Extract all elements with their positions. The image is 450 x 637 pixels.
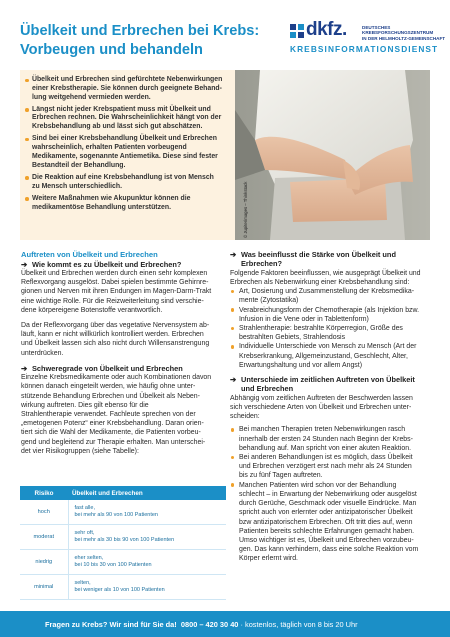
list-item-text [239, 287, 435, 305]
bullet-dot-icon [231, 290, 234, 293]
text-line: medikamentöse Behandlung unterstützen. [32, 203, 171, 211]
text-line: durch Gerüche, Geschmack oder visuelle Eindrücke. Man [239, 500, 417, 508]
list-item-text [239, 425, 435, 453]
title-line-2: Vorbeugen und behandeln [20, 42, 203, 58]
dkfz-logo[interactable] [288, 19, 446, 58]
frequency-cell [68, 550, 226, 575]
list-item [32, 106, 227, 132]
text-line: Krebserkrankung, Allgemeinzustand, Geschlecht, Alter, [239, 352, 408, 360]
logo-sub-line: IN DER HELMHOLTZ-GEMEINSCHAFT [362, 35, 446, 41]
list-item-text [239, 342, 435, 370]
krebsinformationsdienst-label: KREBSINFORMATIONSDIENST [290, 44, 439, 54]
text-line: wahrscheinlich, erhalten Patienten vorbeugend [32, 144, 187, 152]
text-line: Manchen Patienten wird schon vor der Behandlung [239, 481, 397, 489]
text-line: Bei anderen Behandlungen ist es möglich, dass Übelkeit [239, 454, 413, 462]
bullet-dot-icon [231, 483, 234, 486]
text-line: Erwartungshaltung und vor allem Angst) [239, 361, 363, 369]
list-item [239, 287, 435, 305]
bullet-dot-icon [231, 456, 234, 459]
text-line: „emetogenen Potenz“ einer Krebsbehandlung. Daran orien- [21, 420, 204, 428]
risk-level-cell: hoch [20, 500, 68, 525]
list-item-text [32, 135, 227, 170]
text-line: können danach eingeteilt werden, wie häufig ohne unter- [21, 383, 196, 391]
cell-line: eher selten, [74, 555, 104, 561]
logo-sub-line: KREBSFORSCHUNGSZENTRUM [362, 30, 434, 36]
list-item [239, 481, 435, 564]
list-item-text [239, 306, 435, 324]
subheading-text: Was beeinflusst die Stärke von Übelkeit und [241, 250, 396, 259]
title-line-1: Übelkeit und Erbrechen bei Krebs: [20, 23, 260, 39]
text-line: bis zu fünf Tagen auftreten. [239, 472, 323, 480]
list-item [239, 453, 435, 481]
list-item [239, 324, 435, 342]
subheading-severity [21, 364, 225, 373]
text-line: Sind bei einer Krebsbehandlung Übelkeit und Erbrechen [32, 135, 217, 143]
table-header-risk: Risiko [20, 486, 68, 500]
text-line: Infusion in die Vene oder in Tablettenform) [239, 315, 369, 323]
text-line: dene körpereigene Botenstoffe verantwortlich. [21, 306, 163, 314]
list-item-text [239, 453, 435, 481]
text-line: schlecht – in Erwartung der Nebenwirkung oder ausgelöst [239, 490, 417, 498]
arrow-right-icon: ➔ [21, 259, 28, 269]
arrow-right-icon: ➔ [230, 250, 237, 259]
bullet-dot-icon [231, 345, 234, 348]
subheading-text: Unterschiede im zeitlichen Auftreten von Übelkeit [241, 375, 415, 385]
paragraph-severity [21, 373, 225, 456]
table-row [20, 575, 226, 600]
bullet-dot-icon [231, 308, 234, 311]
risk-level-cell: niedrig [20, 550, 68, 575]
arrow-right-icon: ➔ [230, 375, 237, 385]
text-line: stützende Behandlung Erbrechen und Übelkeit als Neben- [21, 392, 200, 400]
subheading-text: Wie kommt es zu Übelkeit und Erbrechen? [32, 259, 182, 269]
section-title: Auftreten von Übelkeit und Erbrechen [21, 250, 158, 259]
list-item [32, 135, 227, 170]
footer-hours: · kostenlos, täglich von 8 bis 20 Uhr [240, 620, 358, 629]
list-item-text [239, 481, 435, 564]
text-line: spricht auch von erlernter oder antizipatorischer Übelkeit [239, 509, 413, 517]
text-line: Übelkeit und Erbrechen sind gefürchtete Nebenwirkungen [32, 76, 223, 83]
text-line: Folgende Faktoren beeinflussen, wie ausgeprägt Übelkeit und [230, 269, 421, 277]
text-line: Krebsbehandlung ab und lässt sich gut abschätzen. [32, 123, 203, 131]
list-item [32, 76, 227, 102]
text-line: Abhängig vom zeitlichen Auftreten der Beschwerden lassen [230, 394, 413, 402]
text-line: und Erbrechen verzögert erst nach mehr als 24 Stunden [239, 463, 412, 471]
page-title [20, 22, 280, 60]
footer-question: Fragen zu Krebs? Wir sind für Sie da! [45, 620, 177, 629]
text-line: Erbrechen als Nebenwirkung einer Krebsbehandlung sind: [230, 279, 410, 287]
photo-illustration [235, 70, 430, 240]
list-item-text [32, 195, 227, 213]
logo-sub-line: DEUTSCHES [362, 25, 391, 30]
table-row [20, 500, 226, 525]
cell-line: bei mehr als 30 bis 90 von 100 Patienten [74, 537, 175, 543]
text-line: Körper erlernt wird. [239, 555, 298, 563]
text-line: Die Reaktion auf eine Krebsbehandlung ist von Mensch [32, 173, 214, 181]
table-row [20, 550, 226, 575]
text-line: Strahlentherapie: bestrahlte Körperregion, Größe des [239, 325, 403, 333]
text-line: mente (Zytostatika) [239, 297, 299, 305]
text-line: sich verschiedene Arten von Übelkeit und Erbrechen unter- [230, 404, 412, 412]
list-item [32, 195, 227, 213]
risk-level-cell: moderat [20, 525, 68, 550]
logo-subtitle [362, 25, 447, 41]
paragraph-timing [230, 394, 435, 422]
key-points-list [20, 70, 235, 212]
text-line: läuft, kann er nicht willkürlich kontrolliert werden. Erbrechen [21, 331, 204, 339]
list-item-text [239, 324, 435, 342]
footer-phone[interactable]: 0800 – 420 30 40 [180, 620, 239, 629]
frequency-cell [68, 575, 226, 600]
text-line: zu Mensch unterschiedlich. [32, 182, 122, 190]
text-line: bestrahlten Gebiets, Strahlendosis [239, 334, 346, 342]
cell-line: bei mehr als 90 von 100 Patienten [74, 512, 158, 518]
text-line: Da der Reflexvorgang über das vegetative Nervensystem ab- [21, 321, 210, 329]
table-body [20, 500, 226, 600]
text-line: det vier Risikogruppen (siehe Tabelle): [21, 447, 139, 455]
list-item [239, 306, 435, 324]
bullet-dot-icon [231, 428, 234, 431]
cell-line: fast alle, [74, 505, 95, 511]
text-line: Verabreichungsform der Chemotherapie (als Injektion bzw. [239, 306, 420, 314]
text-line: Weitere Maßnahmen wie Akupunktur können die [32, 194, 191, 202]
hotline-footer [0, 611, 450, 637]
timing-list [230, 425, 435, 563]
text-line: scheiden: [230, 413, 260, 421]
paragraph-reflex [21, 321, 225, 358]
text-line: und Übelkeit lassen sich also nicht durch Willensanstrengung [21, 340, 210, 348]
bullet-dot-icon [25, 138, 29, 142]
table-header-row [20, 486, 226, 500]
text-line: einer Krebstherapie. Sie können durch geeignete Behand- [32, 84, 222, 92]
text-line: Art, Dosierung und Zusammenstellung der Krebsmedika- [239, 288, 415, 296]
text-line: Längst nicht jeder Krebspatient muss mit Übelkeit und [32, 105, 211, 113]
arrow-right-icon: ➔ [21, 363, 28, 373]
text-line: Medikamente, sogenannte Antiemetika. Diese sind fester [32, 152, 218, 160]
dkfz-logo-icon [290, 24, 304, 38]
frequency-cell [68, 500, 226, 525]
risk-level-cell: minimal [20, 575, 68, 600]
table-row [20, 525, 226, 550]
list-item-text [32, 174, 227, 192]
list-item-text [32, 76, 227, 102]
text-line: Strahlentherapie verwendet. Fachleute sprechen von der [21, 410, 196, 418]
text-line: Reflexvorgang ausgelöst. Dabei spielen bestimmte Gehirnre- [21, 279, 209, 287]
stomach-pain-photo [235, 70, 430, 240]
list-item [239, 425, 435, 453]
paragraph-cause [21, 269, 225, 315]
text-line: gen. Das kann verhindern, dass eine solche Reaktion vom [239, 546, 419, 554]
text-line: bzw antizipatorischem Erbrechen. Oft tritt dies auf, wenn [239, 518, 413, 526]
text-line: lung weitgehend vermieden werden. [32, 93, 151, 101]
right-column [230, 250, 435, 564]
text-line: Bei manchen Therapien treten Nebenwirkungen rasch [239, 426, 406, 434]
text-line: gionen und Nerven mit ihren Endungen im Magen-Darm-Trakt [21, 288, 212, 296]
text-line: eine wichtige Rolle. Für die Reizweiterleitung sind verschie- [21, 297, 204, 305]
bullet-dot-icon [25, 108, 29, 112]
bullet-dot-icon [25, 197, 29, 201]
text-line: Umso wichtiger ist es, Übelkeit und Erbrechen vorzubeu- [239, 536, 414, 544]
factors-list [230, 287, 435, 370]
text-line: Übelkeit und Erbrechen werden durch einen sehr komplexen [21, 269, 208, 277]
cell-line: bei weniger als 10 von 100 Patienten [74, 587, 165, 593]
bullet-dot-icon [25, 79, 29, 83]
text-line: Individuelle Unterschiede von Mensch zu Mensch (Art der [239, 343, 417, 351]
logo-wordmark: dkfz. [306, 19, 347, 40]
bullet-dot-icon [25, 176, 29, 180]
list-item [32, 174, 227, 192]
text-line: Bestandteil der Behandlung. [32, 161, 126, 169]
text-line: gend und begleitend zur Therapie erhalten. Man unterschei- [21, 438, 206, 446]
text-line: wirkung auftreten. Dies gilt ebenso für die [21, 401, 149, 409]
text-line: Erbrechen rechnen. Die Wahrscheinlichkeit hängt von der [32, 114, 222, 122]
subheading-text: und Erbrechen [241, 384, 294, 394]
subheading-strength [230, 250, 435, 269]
list-item [239, 342, 435, 370]
cell-line: sehr oft, [74, 530, 95, 536]
text-line: Patienten bereits schlechte Erfahrungen gemacht haben. [239, 527, 415, 535]
text-line: innerhalb der ersten 24 Stunden nach Beginn der Krebs- [239, 435, 413, 443]
paragraph-factors [230, 269, 435, 287]
table-header-effect: Übelkeit und Erbrechen [68, 486, 226, 500]
subheading-timing [230, 375, 435, 394]
subheading-cause [21, 260, 225, 269]
subheading-text: Schweregrade von Übelkeit und Erbrechen [32, 363, 183, 373]
text-line: tiert sich die Wahl der Medikamente, die Patienten vorbeu- [21, 429, 201, 437]
text-line: Einzelne Krebsmedikamente oder auch Kombinationen davon [21, 374, 212, 382]
frequency-cell [68, 525, 226, 550]
text-line: behandlung auf. Man spricht von einer akuten Reaktion. [239, 444, 412, 452]
bullet-dot-icon [231, 327, 234, 330]
risk-table [20, 486, 226, 600]
list-item-text [32, 106, 227, 132]
left-column [21, 250, 225, 456]
text-line: unterdrücken. [21, 349, 64, 357]
photo-credit: © Jupiterimages – Thinkstock [243, 181, 248, 238]
key-points-box [20, 70, 235, 240]
subheading-text: Erbrechen? [241, 259, 283, 269]
cell-line: bei 10 bis 30 von 100 Patienten [74, 562, 152, 568]
cell-line: selten, [74, 580, 91, 586]
